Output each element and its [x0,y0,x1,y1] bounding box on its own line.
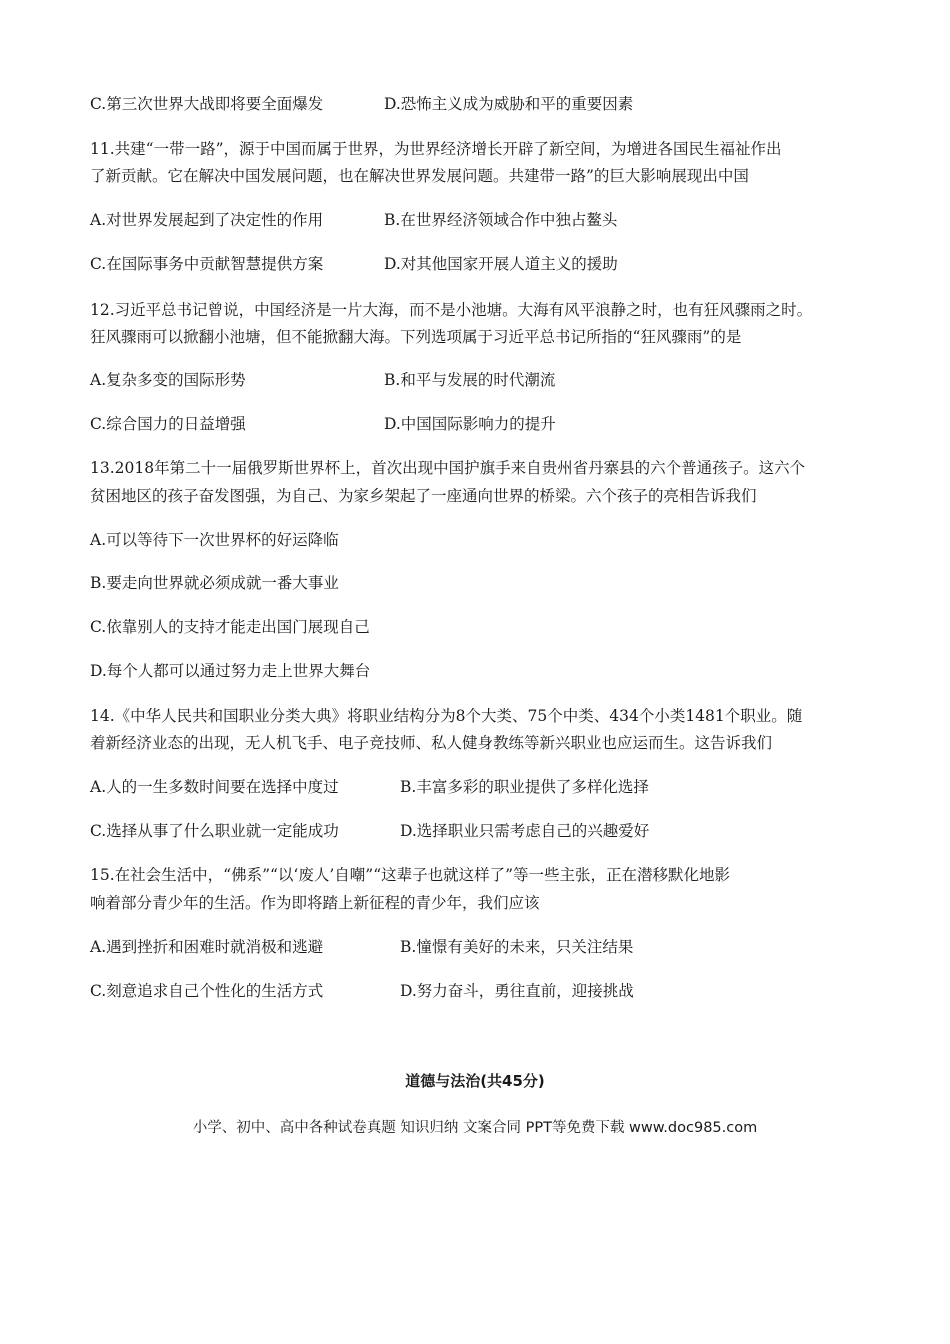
q13-option-c: C.依靠别人的支持才能走出国门展现自己 [90,618,370,636]
q12-stem-line-1: 12.习近平总书记曾说，中国经济是一片大海，而不是小池塘。大海有风平浪静之时，也有狂风骤雨之时。 [90,301,813,319]
q12-option-c: C.综合国力的日益增强 [90,415,246,433]
q13-option-d: D.每个人都可以通过努力走上世界大舞台 [90,662,371,680]
q13-stem-line-1: 13.2018年第二十一届俄罗斯世界杯上，首次出现中国护旗手来自贵州省丹寨县的六个普通孩子。这六个 [90,459,806,477]
q14-stem-line-2: 着新经济业态的出现，无人机飞手、电子竞技师、私人健身教练等新兴职业也应运而生。这告诉我们 [90,734,773,752]
section-title: 道德与法治(共45分) [405,1072,545,1090]
q14-option-a: A.人的一生多数时间要在选择中度过 [90,778,339,796]
q10-option-d: D.恐怖主义成为威胁和平的重要因素 [384,95,634,113]
q14-option-c: C.选择从事了什么职业就一定能成功 [90,822,339,840]
q15-stem-line-2: 响着部分青少年的生活。作为即将踏上新征程的青少年，我们应该 [90,894,540,912]
q11-option-a: A.对世界发展起到了决定性的作用 [90,211,324,229]
q13-stem-line-2: 贫困地区的孩子奋发图强，为自己、为家乡架起了一座通向世界的桥梁。六个孩子的亮相告诉我们 [90,487,757,505]
q14-stem-line-1: 14.《中华人民共和国职业分类大典》将职业结构分为8个大类、75个中类、434个小类1481个职业。随 [90,707,803,725]
q15-option-a: A.遇到挫折和困难时就消极和逃避 [90,938,324,956]
q12-option-a: A.复杂多变的国际形势 [90,371,246,389]
q12-option-b: B.和平与发展的时代潮流 [384,371,556,389]
q11-option-d: D.对其他国家开展人道主义的援助 [384,255,618,273]
q13-option-a: A.可以等待下一次世界杯的好运降临 [90,531,339,549]
q11-option-c: C.在国际事务中贡献智慧提供方案 [90,255,324,273]
q11-stem-line-1: 11.共建“一带一路”，源于中国而属于世界，为世界经济增长开辟了新空间，为增进各国民生福祉作出 [90,140,782,158]
q14-option-d: D.选择职业只需考虑自己的兴趣爱好 [400,822,650,840]
q15-stem-line-1: 15.在社会生活中，“佛系”“以‘废人’自嘲”“这辈子也就这样了”等一些主张，正在潜移默化地影 [90,866,731,884]
q15-option-b: B.憧憬有美好的未来，只关注结果 [400,938,634,956]
q14-option-b: B.丰富多彩的职业提供了多样化选择 [400,778,649,796]
q13-option-b: B.要走向世界就必须成就一番大事业 [90,574,339,592]
q15-option-d: D.努力奋斗，勇往直前，迎接挑战 [400,982,634,1000]
q11-stem-line-2: 了新贡献。它在解决中国发展问题，也在解决世界发展问题。共建带一路”的巨大影响展现出中国 [90,167,749,185]
page-footer: 小学、初中、高中各种试卷真题 知识归纳 文案合同 PPT等免费下载 www.doc985.com [192,1120,758,1136]
q10-option-c: C.第三次世界大战即将要全面爆发 [90,95,324,113]
q12-option-d: D.中国国际影响力的提升 [384,415,556,433]
q11-option-b: B.在世界经济领域合作中独占鳌头 [384,211,618,229]
q12-stem-line-2: 狂风骤雨可以掀翻小池塘，但不能掀翻大海。下列选项属于习近平总书记所指的“狂风骤雨”的是 [90,328,742,346]
q15-option-c: C.刻意追求自己个性化的生活方式 [90,982,324,1000]
